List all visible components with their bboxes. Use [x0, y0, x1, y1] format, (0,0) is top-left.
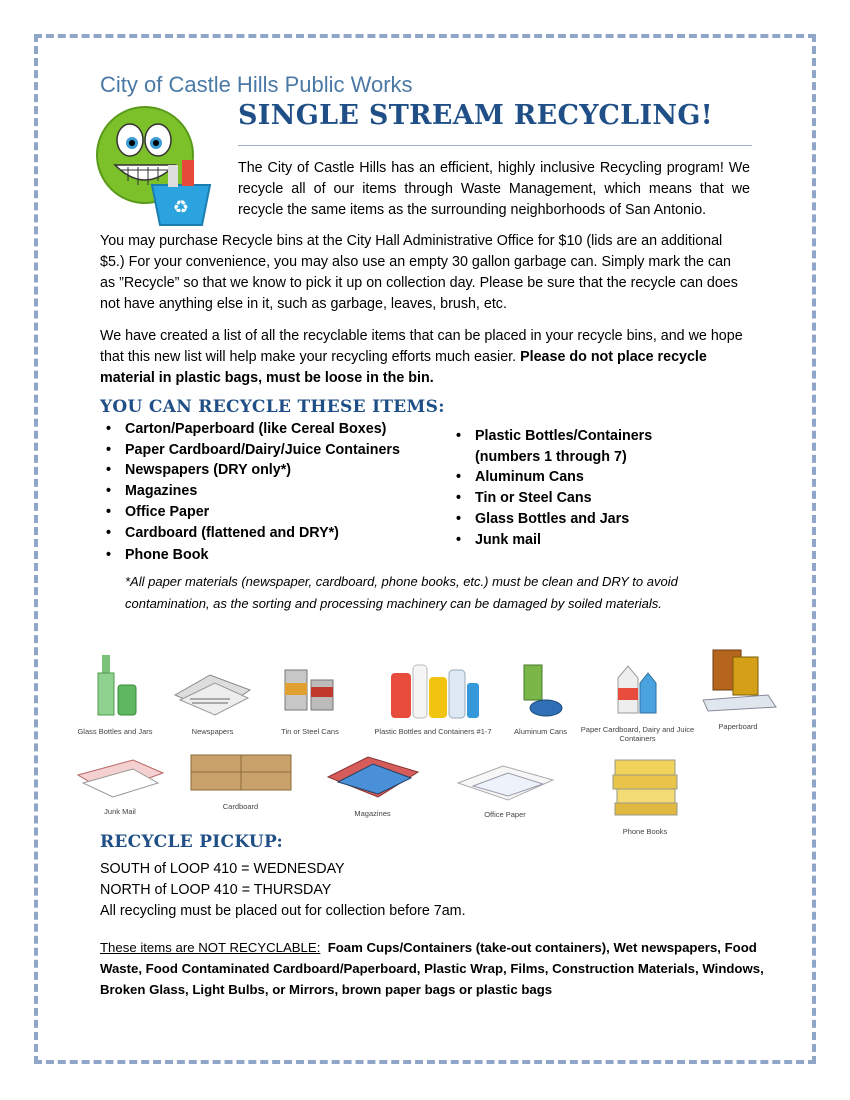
- list-item-continuation: [450, 447, 652, 468]
- pickup-north: NORTH of LOOP 410 = THURSDAY: [100, 882, 332, 898]
- office-paper-icon: [453, 758, 558, 803]
- picture-caption: Glass Bottles and Jars: [77, 727, 153, 736]
- pickup-heading: RECYCLE PICKUP:: [100, 832, 284, 852]
- glass-bottles-icon: [80, 650, 150, 720]
- list-item: • Aluminum Cans: [450, 467, 652, 488]
- picture-caption: Plastic Bottles and Containers #1-7: [374, 727, 492, 736]
- recycling-mascot-icon: [90, 105, 230, 230]
- not-recyclable-label: These items are NOT RECYCLABLE:: [100, 940, 321, 955]
- pickup-south: SOUTH of LOOP 410 = WEDNESDAY: [100, 861, 345, 877]
- picture-caption: Aluminum Cans: [514, 727, 567, 736]
- tin-picture: [270, 665, 350, 736]
- list-item: • Newspapers (DRY only*): [100, 460, 400, 481]
- org-name: City of Castle Hills Public Works: [100, 72, 413, 97]
- bag-warning: Please do not place recycle material in plastic bags, must be loose in the bin.: [100, 349, 707, 386]
- list-item: • Office Paper: [100, 502, 400, 523]
- newspapers-picture: [170, 665, 255, 736]
- glass-picture: [65, 650, 165, 736]
- list-item: • Glass Bottles and Jars: [450, 509, 652, 530]
- recycle-items-heading: YOU CAN RECYCLE THESE ITEMS:: [100, 397, 445, 417]
- junk-mail-picture: [70, 755, 170, 816]
- office-paper-picture: [450, 758, 560, 819]
- aluminum-cans-icon: [516, 660, 566, 720]
- cereal-boxes-icon: [698, 645, 778, 715]
- right-recyclable-list: [450, 426, 652, 550]
- paperboard-picture: [693, 645, 783, 731]
- list-paragraph-text: We have created a list of all the recyclable items that can be placed in your recycle bins, and we hope that this new list will help make your recycling efforts much easier.: [100, 328, 743, 365]
- plastic-bottles-icon: [383, 655, 483, 720]
- picture-caption: Tin or Steel Cans: [281, 727, 339, 736]
- picture-caption: Newspapers: [191, 727, 234, 736]
- bins-paragraph: You may purchase Recycle bins at the City Hall Administrative Office for $10 (lids are an additional $5.) For your convenience, you may also use an empty 30 gallon garbage can. Simply mark the can as ”Recycle” so that we know to pick it up on collection day. Please be sure that the recycle can does not have anything else in it, such as garbage, leaves, brush, etc.: [100, 233, 738, 312]
- tin-cans-icon: [275, 665, 345, 720]
- picture-caption: Office Paper: [484, 810, 526, 819]
- aluminum-picture: [508, 660, 573, 736]
- list-item: • Magazines: [100, 481, 400, 502]
- list-item: • Paper Cardboard/Dairy/Juice Containers: [100, 440, 400, 461]
- phone-books-picture: [600, 750, 690, 836]
- picture-caption: Paper Cardboard, Dairy and Juice Containers: [580, 725, 695, 743]
- list-item: • Cardboard (flattened and DRY*): [100, 523, 400, 544]
- cardboard-boxes-icon: [186, 750, 296, 795]
- juice-cartons-icon: [608, 658, 668, 718]
- picture-caption: Phone Books: [622, 827, 668, 836]
- pickup-schedule: [100, 859, 466, 922]
- recyclables-illustrations: [65, 640, 795, 850]
- picture-caption: Cardboard: [222, 802, 259, 811]
- left-recyclable-list: [100, 419, 400, 543]
- list-item-phone-book: • Phone Book: [100, 547, 208, 563]
- list-item: • Plastic Bottles/Containers: [450, 426, 652, 447]
- picture-caption: Paperboard: [718, 722, 758, 731]
- magazines-icon: [323, 752, 423, 802]
- picture-caption: Junk Mail: [104, 807, 136, 816]
- magazines-picture: [320, 752, 425, 818]
- not-recyclable-items: Foam Cups/Containers (take-out containers), Wet newspapers, Food Waste, Food Contaminated Cardboard/Paperboard, Plastic Wrap, Films, Construction Materials, Windows, Broken Glass, Light Bulbs, or Mirrors, brown paper bags or plastic bags: [100, 940, 764, 997]
- junk-mail-icon: [73, 755, 168, 800]
- plastic-picture: [358, 655, 508, 736]
- list-item-continuation-text: (numbers 1 through 7): [475, 448, 627, 465]
- svg-text:♻: ♻: [172, 197, 190, 218]
- cardboard-picture: [183, 750, 298, 811]
- page-title: SINGLE STREAM RECYCLING!: [238, 100, 713, 131]
- title-divider: [238, 145, 752, 146]
- dry-materials-note: *All paper materials (newspaper, cardboard, phone books, etc.) must be clean and DRY to avoid contamination, as the sorting and processing machinery can be damaged by soiled materials.: [125, 574, 678, 611]
- paper-cardboard-picture: [580, 658, 695, 743]
- newspapers-icon: [170, 665, 255, 720]
- picture-caption: Magazines: [354, 809, 391, 818]
- phone-books-icon: [605, 750, 685, 820]
- intro-paragraph: The City of Castle Hills has an efficient, highly inclusive Recycling program! We recycle all of our items through Waste Management, which means that we recycle the same items as the surrounding neighborhoods of San Antonio.: [238, 160, 750, 218]
- list-item: • Junk mail: [450, 530, 652, 551]
- pickup-time: All recycling must be placed out for collection before 7am.: [100, 903, 466, 919]
- list-item: • Carton/Paperboard (like Cereal Boxes): [100, 419, 400, 440]
- list-paragraph: [100, 326, 750, 389]
- list-item: • Tin or Steel Cans: [450, 488, 652, 509]
- not-recyclable-notice: [100, 937, 770, 1000]
